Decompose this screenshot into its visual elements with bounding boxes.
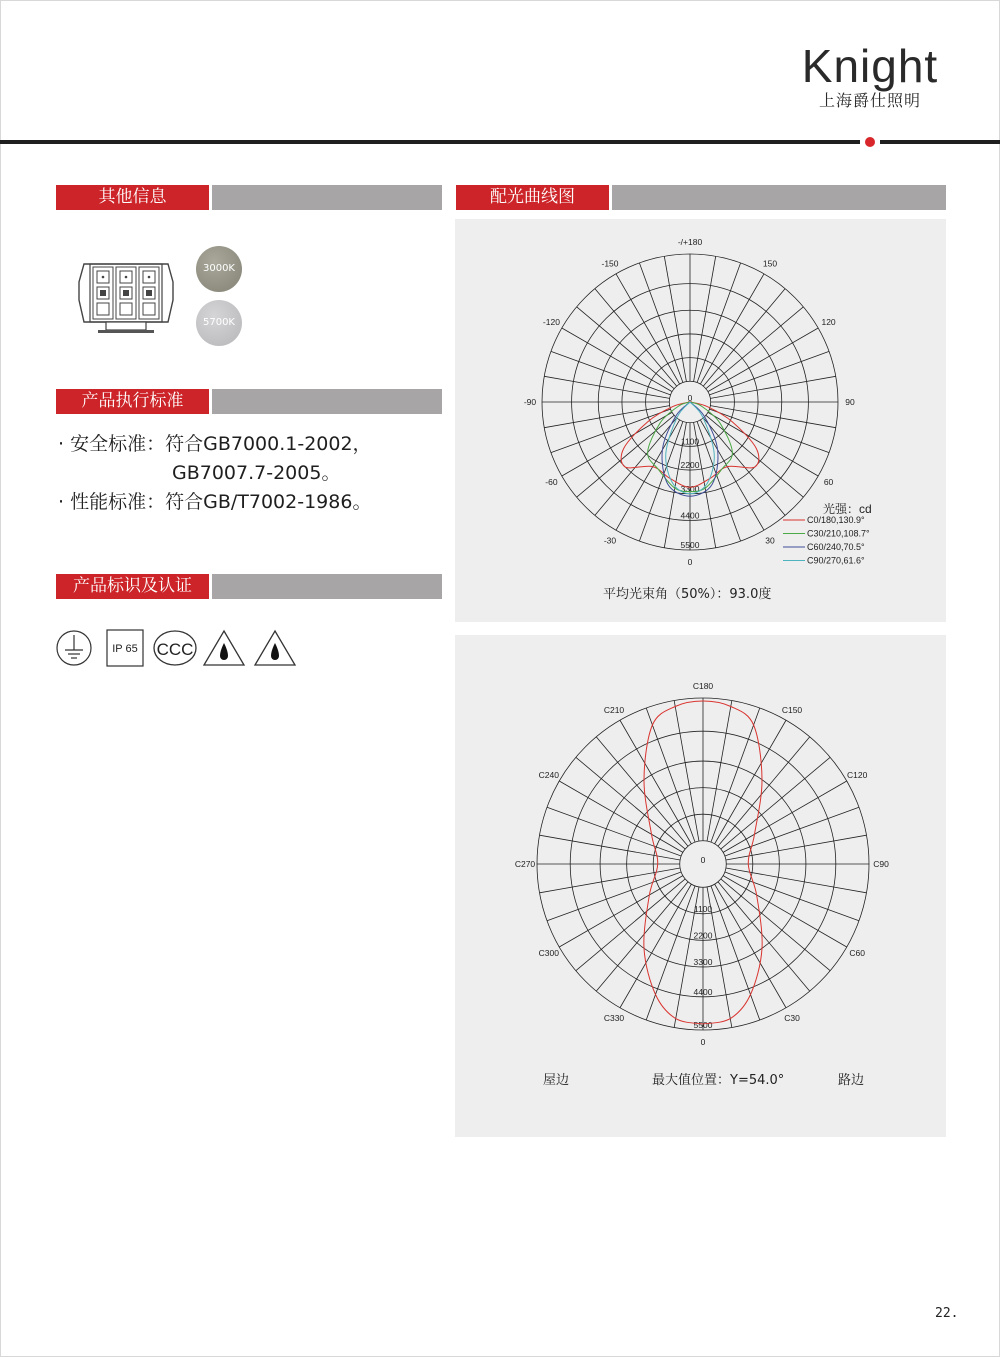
safety-standard [58,430,372,458]
angle-tick-label: -60 [545,477,558,487]
house-side-label: 屋边 [543,1073,570,1088]
brand-subtitle: 上海爵仕照明 [818,91,921,110]
radial-tick-label: 2200 [680,460,700,471]
road-side-label: 路边 [838,1073,865,1088]
angle-tick-label: -150 [601,258,619,269]
brand-logo [790,40,950,111]
header-rule-end [880,140,1000,144]
angle-tick-label: 90 [845,397,855,407]
angle-tick-label: -/+180 [677,237,703,247]
angle-tick-label: C90 [873,859,889,869]
angle-tick-label: C30 [784,1013,800,1024]
radial-tick-label: 4400 [693,986,713,997]
angle-tick-label: C120 [846,770,868,780]
header-rule-dot [865,137,875,147]
polar-intensity-chart [455,219,946,622]
legend-title: 光强：cd [823,502,872,516]
angle-tick-label: 0 [700,1037,706,1047]
max-position-label: 最大值位置：Y=54.0° [652,1073,785,1088]
radial-tick-label: 1100 [680,436,700,447]
cct-3000k-swatch: 3000K [196,246,242,292]
polar-isolux-chart [455,635,946,1137]
page-number: 22. [935,1306,959,1321]
safety-label: 安全标准： [70,433,166,455]
section-title: 配光曲线图 [456,185,609,210]
polar-chart-panel [455,219,946,622]
legend-label: C60/240,70.5° [807,542,865,552]
angle-tick-label: C270 [514,859,536,869]
angle-tick-label: 120 [821,317,836,327]
warning-drop-icon [202,629,246,667]
angle-tick-label: -30 [603,535,617,546]
angle-tick-label: C150 [781,704,803,715]
legend-label: C30/210,108.7° [807,528,870,539]
section-header-certifications [56,574,442,599]
performance-label: 性能标准： [70,491,166,513]
radial-tick-label: 1100 [693,903,713,914]
safety-line-2: GB7007.7-2005。 [172,462,341,484]
ip-rating-text: IP 65 [112,643,138,655]
section-title: 产品标识及认证 [56,574,209,599]
angle-tick-label: 150 [762,258,778,269]
ground-icon [55,629,93,667]
angle-tick-label: -90 [523,397,537,407]
legend-label: C90/270,61.6° [807,555,865,566]
brand-name: Knight [801,40,939,92]
angle-tick-label: C240 [538,770,560,780]
legend-label: C0/180,130.9° [807,515,865,525]
section-bar [212,389,442,414]
radial-tick-label: 5500 [680,540,700,550]
angle-tick-label: C210 [603,704,625,715]
bullet: · [58,491,65,513]
angle-tick-label: C180 [692,681,714,691]
radial-tick-label: 5500 [693,1020,713,1030]
section-bar [612,185,946,210]
safety-line-1: 符合GB7000.1-2002， [165,433,372,455]
ccc-icon [152,629,198,667]
radial-tick-label: 0 [687,393,693,403]
radial-tick-label: 4400 [680,510,700,521]
angle-tick-label: 30 [765,535,775,546]
angle-tick-label: C300 [538,948,560,958]
section-title: 其他信息 [56,185,209,210]
performance-standard [58,488,371,516]
performance-line: 符合GB/T7002-1986。 [165,491,372,513]
angle-tick-label: 0 [687,557,693,567]
section-header-other-info [56,185,442,210]
section-header-photometric [456,185,946,210]
bullet: · [58,433,65,455]
header-rule [0,140,860,144]
ccc-text: CCC [156,640,194,659]
angle-tick-label: C60 [849,948,865,958]
warning-drop-icon [253,629,297,667]
beam-angle-note: 平均光束角（50%）：93.0度 [603,587,772,602]
radial-tick-label: 2200 [693,930,713,941]
angle-tick-label: 60 [823,477,834,487]
section-bar [212,185,442,210]
section-title: 产品执行标准 [56,389,209,414]
radial-tick-label: 3300 [680,483,700,494]
cct-5700k-swatch: 5700K [196,300,242,346]
isolux-chart-panel [455,635,946,1137]
floodlight-product-icon [76,258,176,334]
angle-tick-label: C330 [603,1013,625,1024]
section-bar [212,574,442,599]
ip65-icon [106,629,144,667]
radial-tick-label: 0 [700,855,706,865]
angle-tick-label: -120 [542,317,560,327]
radial-tick-label: 3300 [693,956,713,967]
section-header-standards [56,389,442,414]
